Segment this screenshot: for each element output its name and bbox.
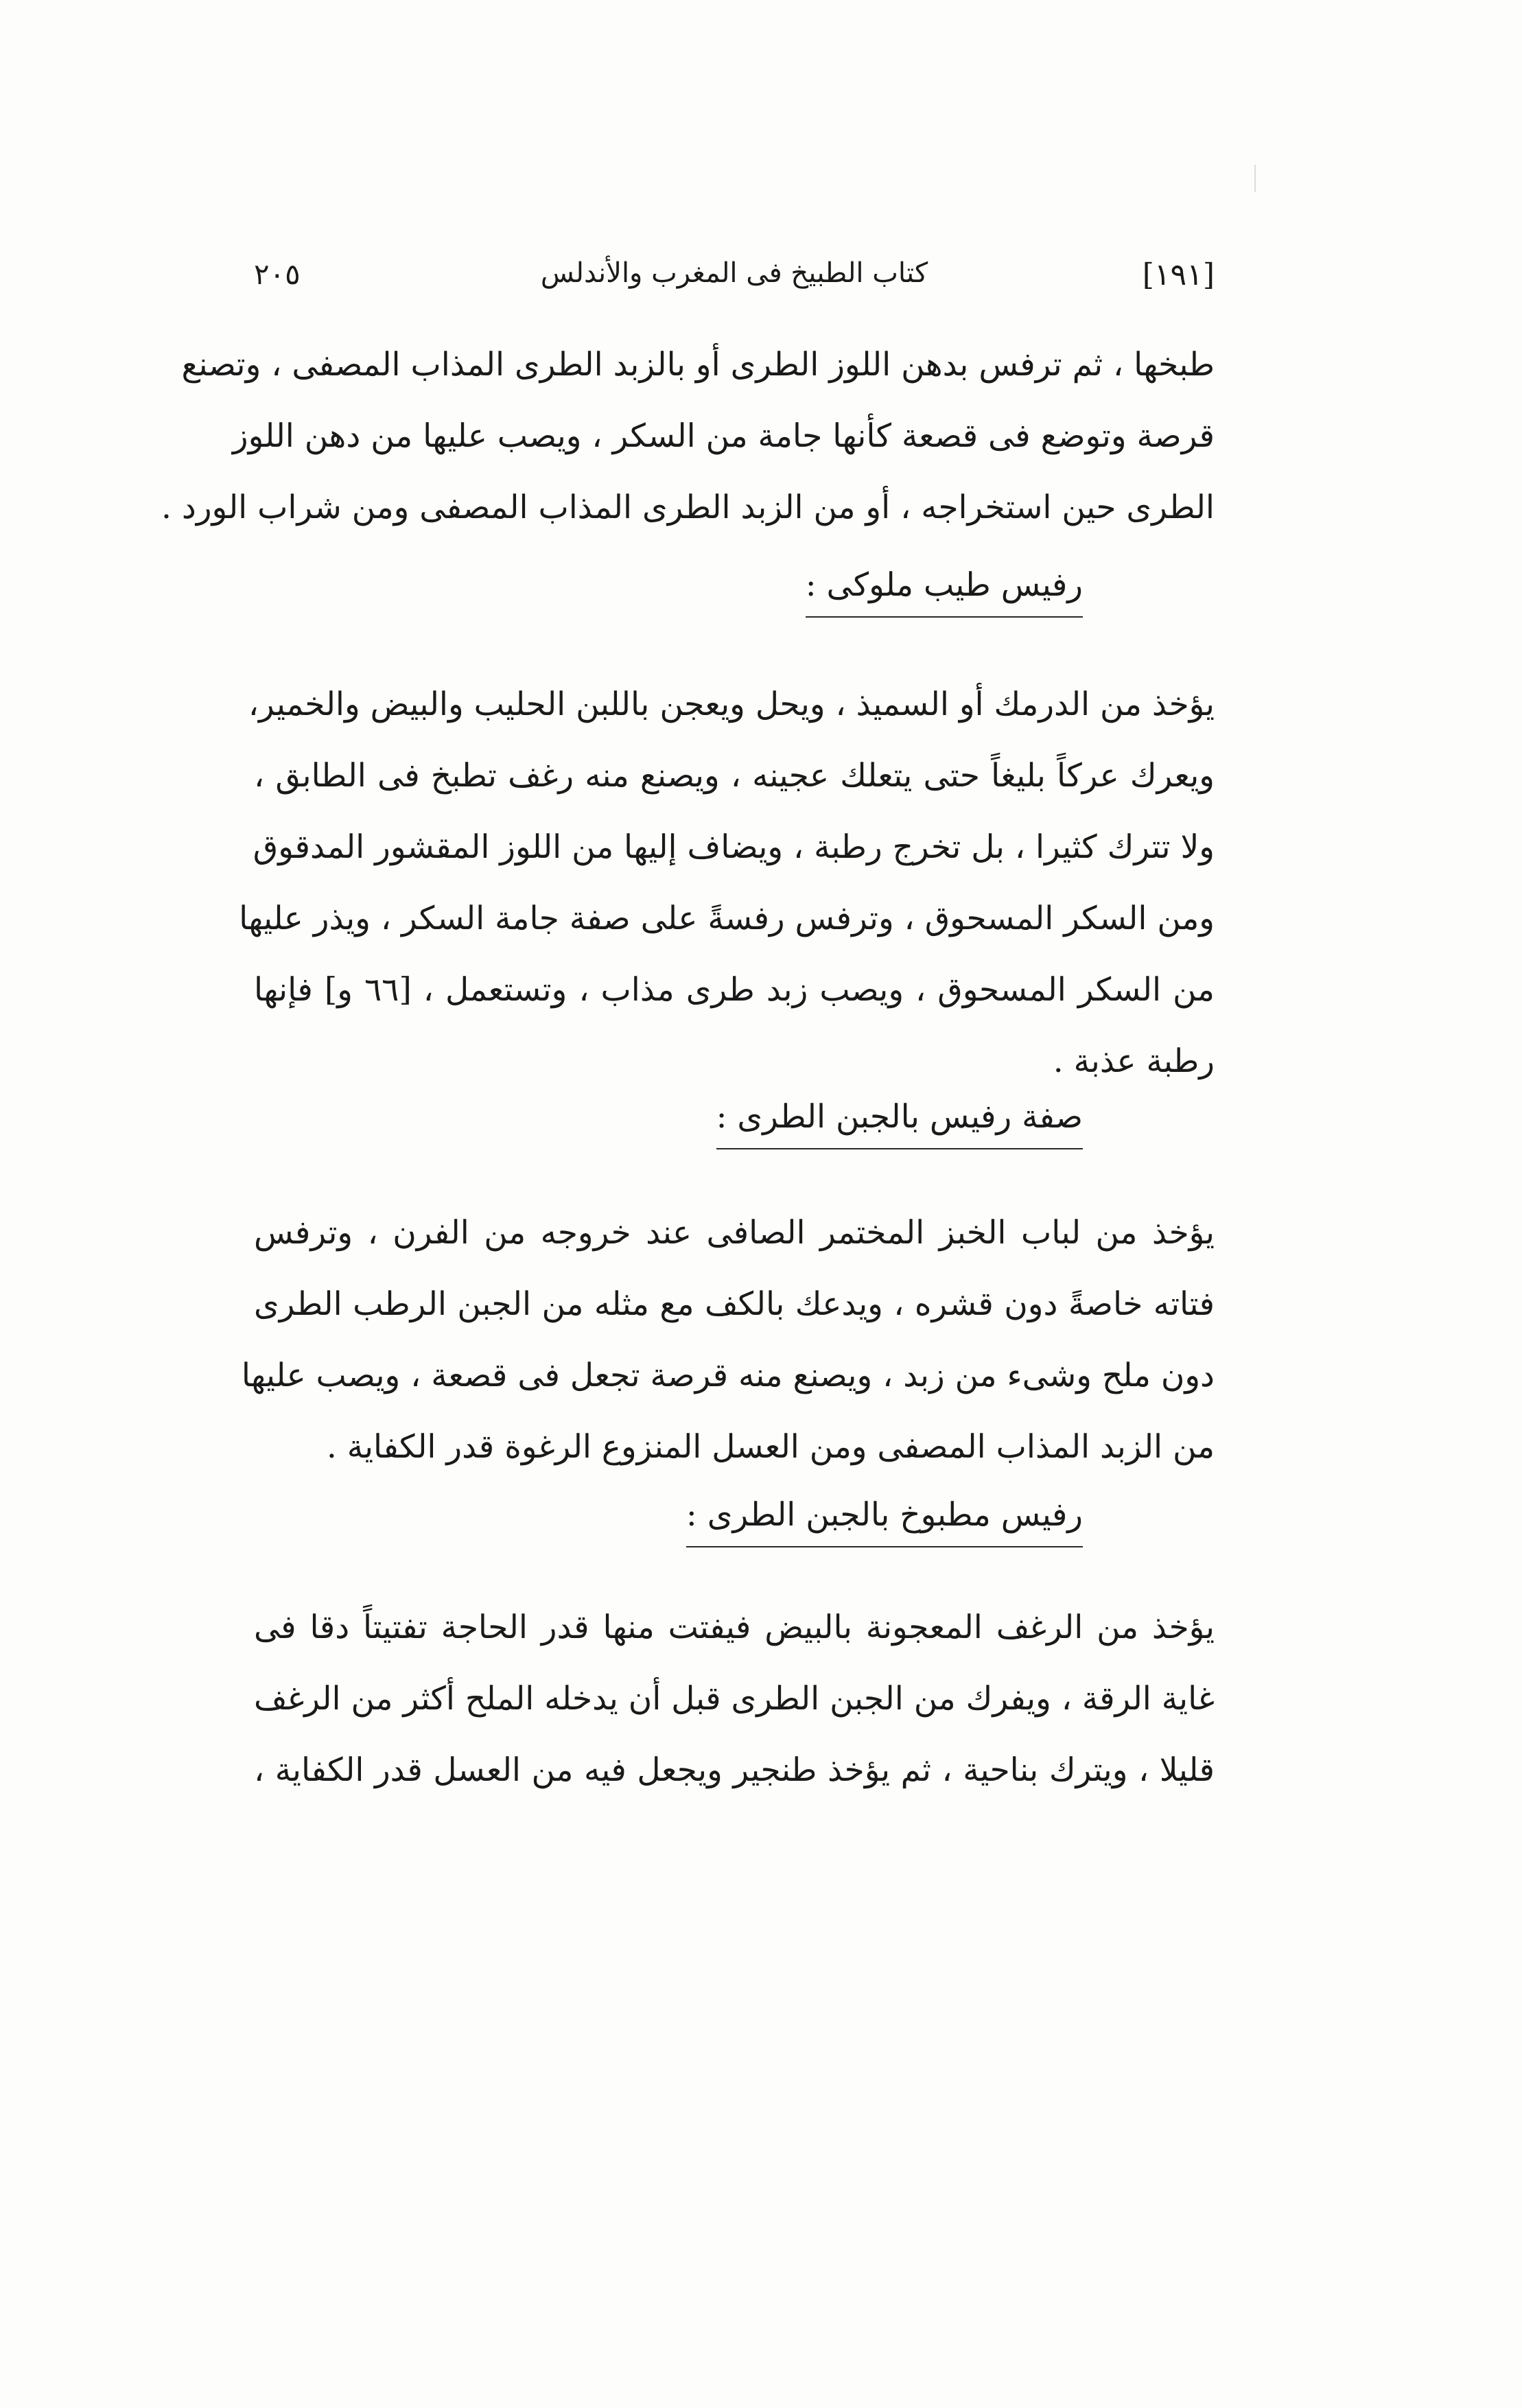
text-line: طبخها ، ثم ترفس بدهن اللوز الطرى أو بالزبد الطرى المذاب المصفى ، وتصنع — [181, 346, 1215, 384]
text-line: يؤخذ من الدرمك أو السميذ ، ويحل ويعجن باللبن الحليب والبيض والخمير، — [248, 686, 1215, 723]
recipe-paragraph — [239, 669, 1215, 1097]
text-line: يؤخذ من لباب الخبز المختمر الصافى عند خروجه من الفرن ، وترفس — [254, 1214, 1215, 1252]
section-heading: صفة رفيس بالجبن الطرى : — [716, 1098, 1083, 1149]
intro-paragraph — [161, 329, 1215, 543]
text-line: ولا تترك كثيرا ، بل تخرج رطبة ، ويضاف إليها من اللوز المقشور المدقوق — [253, 828, 1215, 866]
scan-margin-mark — [1254, 165, 1256, 192]
recipe-paragraph — [254, 1592, 1215, 1806]
text-line: غاية الرقة ، ويفرك من الجبن الطرى قبل أن يدخله الملح أكثر من الرغف — [254, 1680, 1215, 1718]
text-line: قليلا ، ويترك بناحية ، ثم يؤخذ طنجير ويجعل فيه من العسل قدر الكفاية ، — [254, 1751, 1215, 1789]
recipe-paragraph — [241, 1197, 1215, 1483]
text-line: من السكر المسحوق ، ويصب زبد طرى مذاب ، وتستعمل ، [٦٦ و] فإنها — [254, 971, 1215, 1009]
text-line: يؤخذ من الرغف المعجونة بالبيض فيفتت منها قدر الحاجة تفتيتاً دقا فى — [254, 1609, 1215, 1646]
text-line: رطبة عذبة . — [1053, 1042, 1215, 1080]
text-line: ومن السكر المسحوق ، وترفس رفسةً على صفة جامة السكر ، ويذر عليها — [239, 900, 1215, 937]
text-line: ويعرك عركاً بليغاً حتى يتعلك عجينه ، ويصنع منه رغف تطبخ فى الطابق ، — [254, 757, 1215, 795]
text-line: دون ملح وشىء من زبد ، ويصنع منه قرصة تجعل فى قصعة ، ويصب عليها — [241, 1357, 1215, 1394]
text-line: من الزبد المذاب المصفى ومن العسل المنزوع الرغوة قدر الكفاية . — [326, 1428, 1215, 1466]
section-heading: رفيس مطبوخ بالجبن الطرى : — [686, 1496, 1083, 1547]
text-line: قرصة وتوضع فى قصعة كأنها جامة من السكر ، ويصب عليها من دهن اللوز — [232, 417, 1215, 455]
text-line: فتاته خاصةً دون قشره ، ويدعك بالكف مع مثله من الجبن الرطب الطرى — [254, 1285, 1215, 1323]
running-title: كتاب الطبيخ فى المغرب والأندلس — [540, 257, 928, 289]
manuscript-folio-ref: [١٩١] — [1142, 257, 1215, 292]
text-line: الطرى حين استخراجه ، أو من الزبد الطرى المذاب المصفى ومن شراب الورد . — [161, 489, 1215, 526]
section-heading: رفيس طيب ملوكى : — [806, 566, 1083, 618]
page-number: ٢٠٥ — [254, 257, 301, 291]
running-header — [254, 257, 1215, 305]
